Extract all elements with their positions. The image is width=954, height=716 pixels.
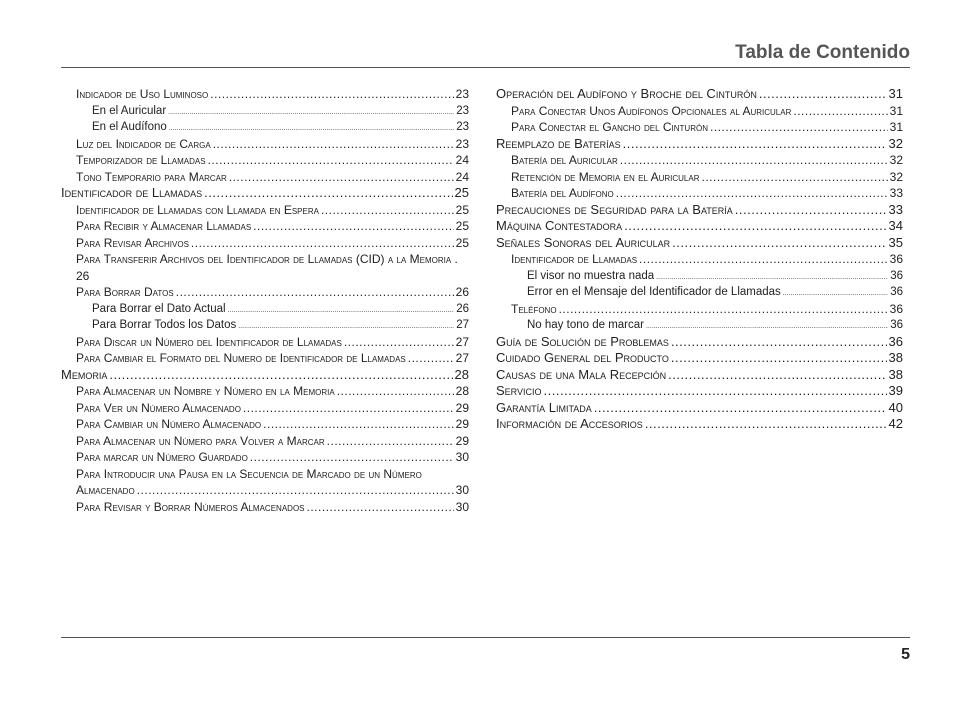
toc-entry-page: 27	[455, 334, 469, 349]
toc-entry-page: 30	[455, 450, 469, 464]
toc-entry-title: No hay tono de marcar	[527, 319, 644, 331]
toc-entry-title: Cuidado General del Producto	[496, 350, 669, 365]
toc-entry	[61, 218, 469, 235]
dot-leader	[337, 383, 454, 400]
toc-entry-title: Error en el Mensaje del Identificador de Llamadas	[527, 286, 781, 298]
toc-entry	[496, 103, 903, 120]
dot-leader	[559, 301, 888, 318]
toc-left-column	[61, 86, 469, 515]
dot-leader	[759, 86, 887, 103]
toc-entry	[496, 350, 903, 367]
toc-entry-page: 25	[455, 219, 469, 233]
toc-entry	[496, 202, 903, 219]
toc-entry-title: Identificador de Llamadas	[511, 252, 638, 266]
toc-entry-title: Para Cambiar el Formato del Numero de Identificador de Llamadas	[76, 351, 406, 365]
toc-entry-page: 33	[888, 201, 903, 217]
toc-entry-page: 39	[888, 383, 903, 398]
dot-leader	[243, 400, 454, 417]
toc-entry-title: Señales Sonoras del Auricular	[496, 234, 671, 250]
dot-leader	[710, 119, 888, 136]
toc-entry-title: Memoria	[61, 366, 108, 382]
toc-entry-title: Identificador de Llamadas	[61, 185, 203, 200]
toc-entry-page: 27	[455, 351, 469, 365]
toc-entry-title: Luz del Indicador de Carga	[76, 136, 211, 151]
toc-entry	[61, 152, 469, 169]
toc-entry	[496, 284, 903, 301]
toc-entry-title: Para Transferir Archivos del Identificador de Llamadas (CID) a la Memoria .	[76, 252, 458, 266]
toc-entry-page: 30	[455, 499, 469, 514]
toc-entry	[61, 317, 469, 334]
toc-entry-page: 23	[456, 121, 469, 133]
dot-leader	[263, 416, 453, 433]
dot-leader	[544, 383, 887, 400]
dot-leader	[229, 169, 454, 186]
dot-leader	[208, 152, 454, 169]
toc-entry-page: 29	[455, 433, 469, 448]
toc-entry-page: 23	[455, 87, 469, 101]
dot-leader	[671, 350, 887, 367]
toc-entry	[496, 400, 903, 417]
dot-leader	[639, 251, 888, 268]
toc-entry	[61, 136, 469, 153]
toc-entry	[496, 416, 903, 433]
toc-entry	[61, 334, 469, 351]
toc-entry-title: Información de Accesorios	[496, 416, 643, 431]
toc-entry	[61, 383, 469, 400]
toc-entry-page: 36	[890, 269, 903, 282]
toc-entry-page: 36	[889, 301, 903, 316]
toc-entry	[496, 334, 903, 351]
toc-entry-title: Para Ver un Número Almacenado	[76, 400, 241, 415]
toc-entry	[61, 284, 469, 301]
toc-entry	[496, 317, 903, 334]
toc-entry-page: 26	[456, 302, 469, 315]
toc-entry	[61, 449, 469, 466]
toc-entry-title: Para Almacenar un Nombre y Número en la Memoria	[76, 384, 335, 398]
toc-entry	[61, 235, 469, 252]
toc-entry-title: Para Borrar Todos los Datos	[92, 319, 237, 331]
dot-leader	[321, 202, 454, 219]
toc-entry-page: 29	[455, 417, 469, 431]
dot-leader	[408, 350, 454, 367]
toc-entry	[61, 400, 469, 417]
dot-leader	[668, 367, 886, 384]
dot-leader	[210, 86, 453, 103]
toc-entry	[496, 169, 903, 186]
dot-leader	[672, 235, 886, 252]
toc-entry	[61, 251, 469, 284]
toc-entry-title: Causas de una Mala Recepción	[496, 366, 667, 382]
toc-entry-title: Reemplazo de Baterías	[496, 135, 621, 151]
dot-leader	[701, 169, 887, 186]
toc-entry	[61, 350, 469, 367]
toc-entry-title: En el Audífono	[92, 121, 167, 133]
toc-entry-title: Máquina Contestadora	[496, 218, 623, 233]
toc-entry	[61, 499, 469, 516]
toc-entry	[496, 251, 903, 268]
toc-entry-title: Para Discar un Número del Identificador de Llamadas	[76, 334, 342, 349]
toc-entry	[61, 86, 469, 103]
toc-entry-page: 24	[455, 153, 469, 167]
toc-entry-page: 25	[454, 185, 469, 200]
toc-entry	[61, 169, 469, 186]
toc-entry-page: 28	[455, 384, 469, 398]
toc-entry-title: Para Almacenar un Número para Volver a Marcar	[76, 433, 325, 448]
toc-entry-page: 25	[455, 202, 469, 217]
toc-entry	[496, 383, 903, 400]
toc-entry	[61, 119, 469, 136]
toc-entry-page: 36	[890, 319, 903, 331]
toc-entry	[496, 268, 903, 285]
toc-entry-title: Indicador de Uso Luminoso	[76, 87, 209, 101]
toc-entry-title-continued: Almacenado	[76, 483, 135, 497]
toc-entry-page: 29	[455, 400, 469, 415]
toc-entry-title: Para Revisar Archivos	[76, 235, 189, 250]
toc-entry-page: 36	[889, 252, 903, 266]
toc-entry	[496, 218, 903, 235]
page-title: Tabla de Contenido	[735, 42, 910, 63]
dot-leader	[109, 367, 452, 384]
toc-entry-page: 31	[889, 103, 903, 118]
dot-leader	[344, 334, 454, 351]
toc-entry-page: 25	[455, 235, 469, 250]
toc-entry	[61, 103, 469, 120]
toc-entry-page: 26	[455, 285, 469, 299]
toc-entry	[61, 433, 469, 450]
toc-entry-page: 38	[888, 350, 903, 365]
toc-entry-page: 42	[888, 416, 903, 431]
toc-entry-page: 23	[455, 136, 469, 151]
toc-entry-page: 32	[888, 135, 903, 151]
dot-leader	[137, 482, 454, 499]
toc-entry	[61, 367, 469, 384]
toc-entry-title: Teléfono	[511, 301, 557, 316]
toc-entry-page: 32	[889, 169, 903, 184]
toc-entry-page: 33	[889, 186, 903, 200]
toc-entry	[61, 301, 469, 318]
dot-leader	[327, 433, 454, 450]
toc-entry	[61, 466, 469, 499]
toc-entry-page: 36	[888, 333, 903, 349]
toc-entry-title: Operación del Audífono y Broche del Cinturón	[496, 86, 757, 101]
toc-entry-page: 30	[455, 483, 469, 497]
dot-leader	[624, 218, 886, 235]
toc-entry-page: 24	[455, 169, 469, 184]
toc-entry-title: Retención de Memoria en el Auricular	[511, 169, 700, 184]
dot-leader	[616, 185, 888, 202]
toc-entry-title: Para Revisar y Borrar Números Almacenados	[76, 499, 305, 514]
toc-entry	[496, 185, 903, 202]
toc-entry	[61, 185, 469, 202]
toc-entry-page: 31	[889, 120, 903, 134]
dot-leader	[645, 416, 887, 433]
toc-entry-title: Para Introducir una Pausa en la Secuencia de Marcado de un Número	[76, 466, 422, 481]
dot-leader	[213, 136, 454, 153]
toc-entry-page: 40	[888, 399, 903, 415]
toc-entry-title: Garantía Limitada	[496, 399, 592, 415]
toc-entry-title: Tono Temporario para Marcar	[76, 169, 227, 184]
toc-entry-title: Para Borrar Datos	[76, 285, 174, 299]
toc-entry-page: 35	[888, 234, 903, 250]
toc-entry	[496, 235, 903, 252]
dot-leader	[594, 400, 887, 417]
toc-entry-title: Servicio	[496, 383, 542, 398]
dot-leader	[620, 152, 888, 169]
toc-entry-title: El visor no muestra nada	[527, 269, 655, 282]
toc-entry	[496, 152, 903, 169]
toc-entry-title: En el Auricular	[92, 104, 167, 117]
toc-entry	[496, 86, 903, 103]
toc-entry-title: Para Recibir y Almacenar Llamadas	[76, 219, 252, 233]
toc-entry-page: 28	[454, 366, 469, 382]
toc-entry-title: Para Conectar el Gancho del Cinturón	[511, 120, 708, 134]
toc-right-column	[496, 86, 903, 433]
dot-leader	[735, 202, 887, 219]
toc-entry-page: 36	[890, 286, 903, 298]
toc-entry-page: 27	[456, 319, 469, 331]
toc-entry-title: Para Borrar el Dato Actual	[92, 302, 226, 315]
toc-entry-page: 38	[888, 366, 903, 382]
dot-leader	[253, 218, 453, 235]
dot-leader	[176, 284, 454, 301]
toc-entry	[61, 416, 469, 433]
toc-entry-title: Para marcar un Número Guardado	[76, 450, 248, 464]
toc-entry-title: Batería del Audífono	[511, 186, 614, 200]
dot-leader	[671, 334, 887, 351]
toc-entry-page: 31	[888, 86, 903, 101]
toc-entry-title: Identificador de Llamadas con Llamada en Espera	[76, 202, 319, 217]
toc-entry-title: Guía de Solución de Problemas	[496, 333, 669, 349]
toc-entry-title: Para Cambiar un Número Almacenado	[76, 417, 262, 431]
dot-leader	[191, 235, 454, 252]
toc-entry	[496, 301, 903, 318]
footer-rule	[61, 637, 910, 638]
dot-leader	[250, 449, 454, 466]
toc-entry-title: Batería del Auricular	[511, 153, 618, 167]
toc-entry-title: Precauciones de Seguridad para la Batería	[496, 201, 733, 217]
toc-entry	[496, 367, 903, 384]
page-number: 5	[901, 646, 910, 663]
toc-entry	[61, 202, 469, 219]
dot-leader	[307, 499, 454, 516]
toc-entry-title: Para Conectar Unos Audífonos Opcionales al Auricular	[511, 103, 792, 118]
toc-entry	[496, 136, 903, 153]
toc-entry-title-continued: 26	[76, 268, 90, 283]
toc-entry-page: 23	[456, 104, 469, 117]
toc-entry-title: Temporizador de Llamadas	[76, 153, 206, 167]
toc-entry-page: 34	[888, 218, 903, 233]
dot-leader	[623, 136, 887, 153]
toc-entry-page: 32	[889, 153, 903, 167]
header-rule	[61, 67, 910, 68]
dot-leader	[793, 103, 887, 120]
toc-entry	[496, 119, 903, 136]
dot-leader	[204, 185, 452, 202]
